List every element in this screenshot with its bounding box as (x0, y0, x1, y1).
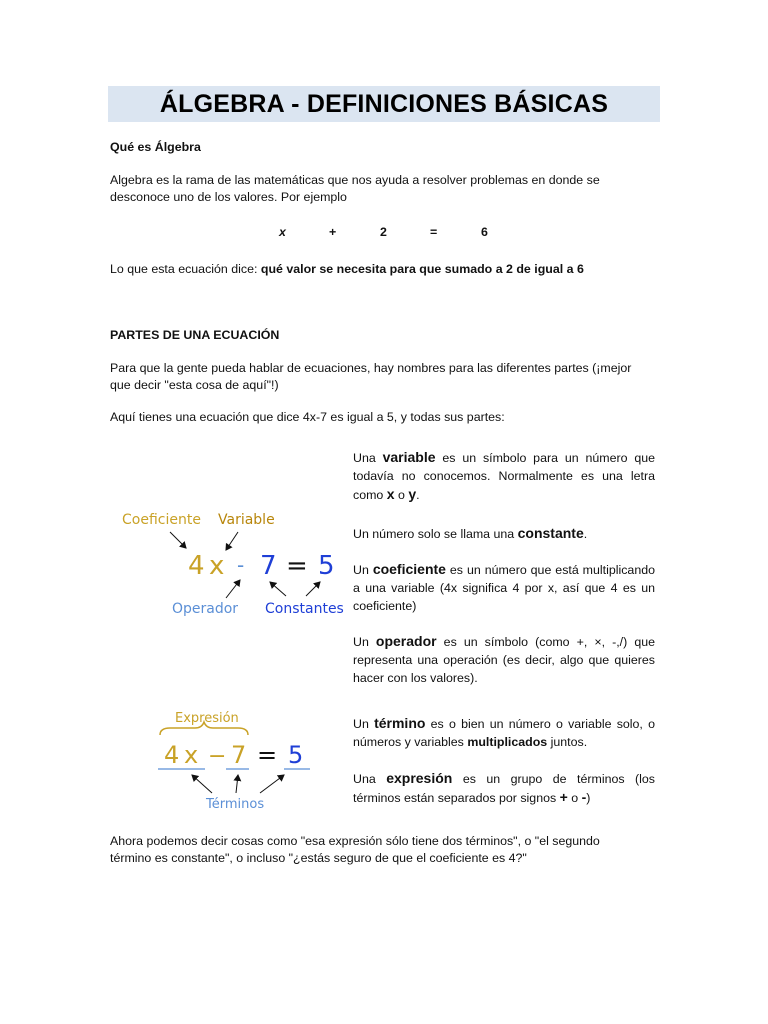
arrow-coeficiente (170, 532, 186, 548)
equation-equals: = (430, 225, 438, 239)
expression-terms-diagram (150, 705, 325, 815)
closing-line-2: término es constante", o incluso "¿estás seguro de que el coeficiente es 4?" (110, 851, 527, 865)
intro-paragraph (110, 172, 660, 206)
title-banner (108, 86, 660, 122)
arrow-term-2 (236, 775, 238, 793)
explanation-prefix: Lo que esta ecuación dice: (110, 262, 261, 276)
definition-constante: Un número solo se llama una constante. (353, 525, 588, 541)
definition-termino: Un término es o bien un número o variable solo, o números y variables multiplicados juntos. (353, 715, 655, 749)
equation-parts-diagram (110, 500, 350, 625)
section-heading-que-es-algebra: Qué es Álgebra (110, 140, 201, 154)
label-operador: Operador (172, 601, 239, 617)
definition-expresion: Una expresión es un grupo de términos (los términos están separados por signos + o -) (353, 770, 655, 805)
label-expresion: Expresión (175, 711, 239, 726)
term-5: 5 (318, 551, 335, 581)
term-7: 7 (231, 741, 247, 769)
equation-plus: + (329, 225, 337, 239)
definition-operador: Un operador es un símbolo (como +, ×, -,/) que representa una operación (es decir, algo que quieres hacer con los valores). (353, 633, 655, 685)
section-heading-partes: PARTES DE UNA ECUACIÓN (110, 328, 280, 342)
term-x: x (209, 551, 225, 581)
term-4: 4 (188, 551, 205, 581)
keyword-termino: término (374, 715, 426, 731)
parts-example-sentence: Aquí tienes una ecuación que dice 4x-7 es igual a 5, y todas sus partes: (110, 410, 505, 424)
arrow-operador (226, 580, 240, 598)
operator-minus: − (208, 744, 227, 769)
parts-intro-line-1: Para que la gente pueda hablar de ecuaciones, hay nombres para las diferentes partes (¡mejor (110, 361, 632, 375)
definition-coeficiente: Un coeficiente es un número que está multiplicando a una variable (4x significa 4 por x, así que 4 es un coeficiente) (353, 561, 655, 613)
label-variable: Variable (218, 512, 275, 528)
keyword-constante: constante (517, 525, 584, 541)
intro-line-1: Algebra es la rama de las matemáticas que nos ayuda a resolver problemas en donde se (110, 173, 600, 187)
label-terminos: Términos (206, 797, 265, 812)
parts-intro-line-2: que decir "esta cosa de aquí"!) (110, 378, 279, 392)
equation-6: 6 (481, 225, 488, 239)
arrow-constante-5 (306, 582, 320, 596)
intro-line-2: desconoce uno de los valores. Por ejemplo (110, 190, 347, 204)
arrow-term-1 (192, 775, 212, 793)
operator-minus: - (237, 553, 245, 577)
explanation-bold: qué valor se necesita para que sumado a 2 de igual a 6 (260, 262, 584, 276)
equals-sign: = (286, 551, 308, 581)
parts-intro-paragraph (110, 360, 660, 394)
keyword-operador: operador (375, 633, 437, 649)
closing-line-1: Ahora podemos decir cosas como "esa expresión sólo tiene dos términos", o "el segundo (110, 834, 600, 848)
page-title: ÁLGEBRA - DEFINICIONES BÁSICAS (159, 90, 609, 118)
label-coeficiente: Coeficiente (122, 512, 201, 528)
keyword-variable: variable (382, 449, 436, 465)
term-7: 7 (260, 551, 277, 581)
term-4: 4 (164, 741, 180, 769)
term-x: x (184, 741, 199, 769)
closing-paragraph (110, 833, 660, 867)
definition-variable: Una variable es un símbolo para un número que todavía no conocemos. Normalmente es una letra como x o y. (353, 449, 655, 502)
equation-x: x (279, 225, 286, 239)
label-constantes: Constantes (265, 601, 344, 617)
arrow-term-3 (260, 775, 284, 793)
equation-explanation (110, 261, 660, 278)
arrow-constante-7 (270, 582, 286, 596)
term-5: 5 (288, 741, 304, 769)
arrow-variable (226, 532, 238, 550)
equals-sign: = (257, 741, 278, 769)
keyword-coeficiente: coeficiente (372, 561, 446, 577)
keyword-expresion: expresión (386, 770, 453, 786)
equation-2: 2 (380, 225, 387, 239)
